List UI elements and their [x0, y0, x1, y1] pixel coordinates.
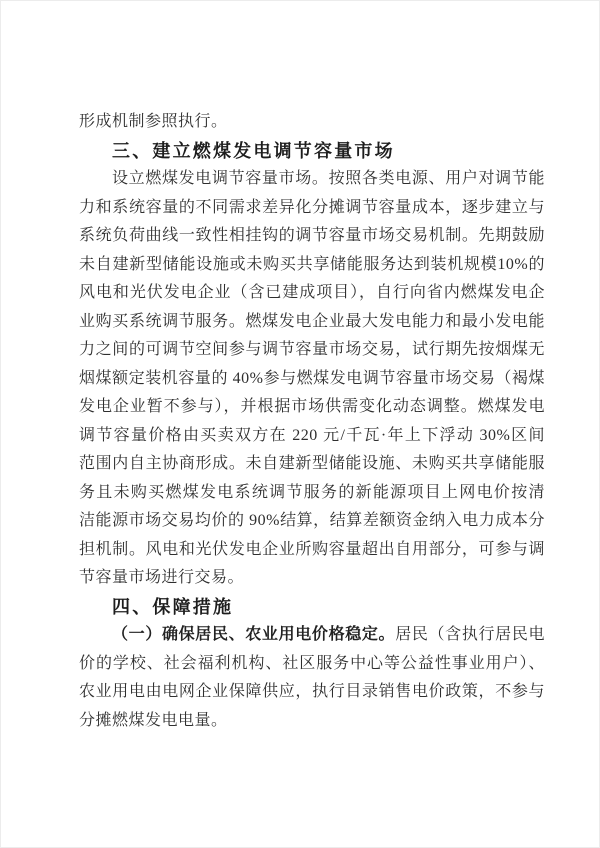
- text-line: 范围内自主协商形成。未自建新型储能设施、未购买共享储能服: [79, 455, 545, 472]
- text-line: 价的学校、社会福利机构、社区服务中心等公益性事业用户）、: [79, 654, 545, 672]
- text-line: 烟煤额定装机容量的 40%参与燃煤发电调节容量市场交易（褐煤: [79, 369, 545, 387]
- text-line: 力和系统容量的不同需求差异化分摊调节容量成本，逐步建立与: [79, 198, 545, 216]
- text-line: 形成机制参照执行。: [79, 113, 228, 130]
- text-line: [79, 621, 545, 650]
- text-line: 分摊燃煤发电电量。: [79, 711, 228, 729]
- text-line: 发电企业暂不参与），并根据市场供需变化动态调整。燃煤发电: [79, 398, 545, 415]
- bold-text-run: （一）确保居民、农业用电价格稳定。: [112, 626, 396, 643]
- text-line: 设立燃煤发电调节容量市场。按照各类电源、用户对调节能: [112, 170, 545, 187]
- text-line: 洁能源市场交易均价的 90%结算，结算差额资金纳入电力成本分: [79, 512, 545, 529]
- text-line: 业购买系统调节服务。燃煤发电企业最大发电能力和最小发电能: [79, 312, 545, 330]
- text-line: 调节容量价格由买卖双方在 220 元/千瓦·年上下浮动 30%区间: [79, 426, 545, 444]
- text-line: 务且未购买燃煤发电系统调节服务的新能源项目上网电价按清: [79, 483, 545, 501]
- text-line: 力之间的可调节空间参与调节容量市场交易，试行期先按烟煤无: [79, 341, 545, 358]
- text-line: 系统负荷曲线一致性相挂钩的调节容量市场交易机制。先期鼓励: [79, 227, 545, 244]
- document-content: [79, 108, 545, 735]
- text-line: 担机制。风电和光伏发电企业所购容量超出自用部分，可参与调: [79, 540, 545, 558]
- text-run: 居民（含执行居民电: [395, 626, 545, 643]
- text-line: 风电和光伏发电企业（含已建成项目），自行向省内燃煤发电企: [79, 284, 545, 301]
- text-line: 未自建新型储能设施或未购买共享储能服务达到装机规模10%的: [79, 255, 545, 273]
- section-heading: 四、保障措施: [112, 596, 234, 617]
- text-line: 农业用电由电网企业保障供应，执行目录销售电价政策，不参与: [79, 683, 545, 700]
- section-heading: 三、建立燃煤发电调节容量市场: [112, 140, 395, 161]
- text-line: 节容量市场进行交易。: [79, 569, 245, 586]
